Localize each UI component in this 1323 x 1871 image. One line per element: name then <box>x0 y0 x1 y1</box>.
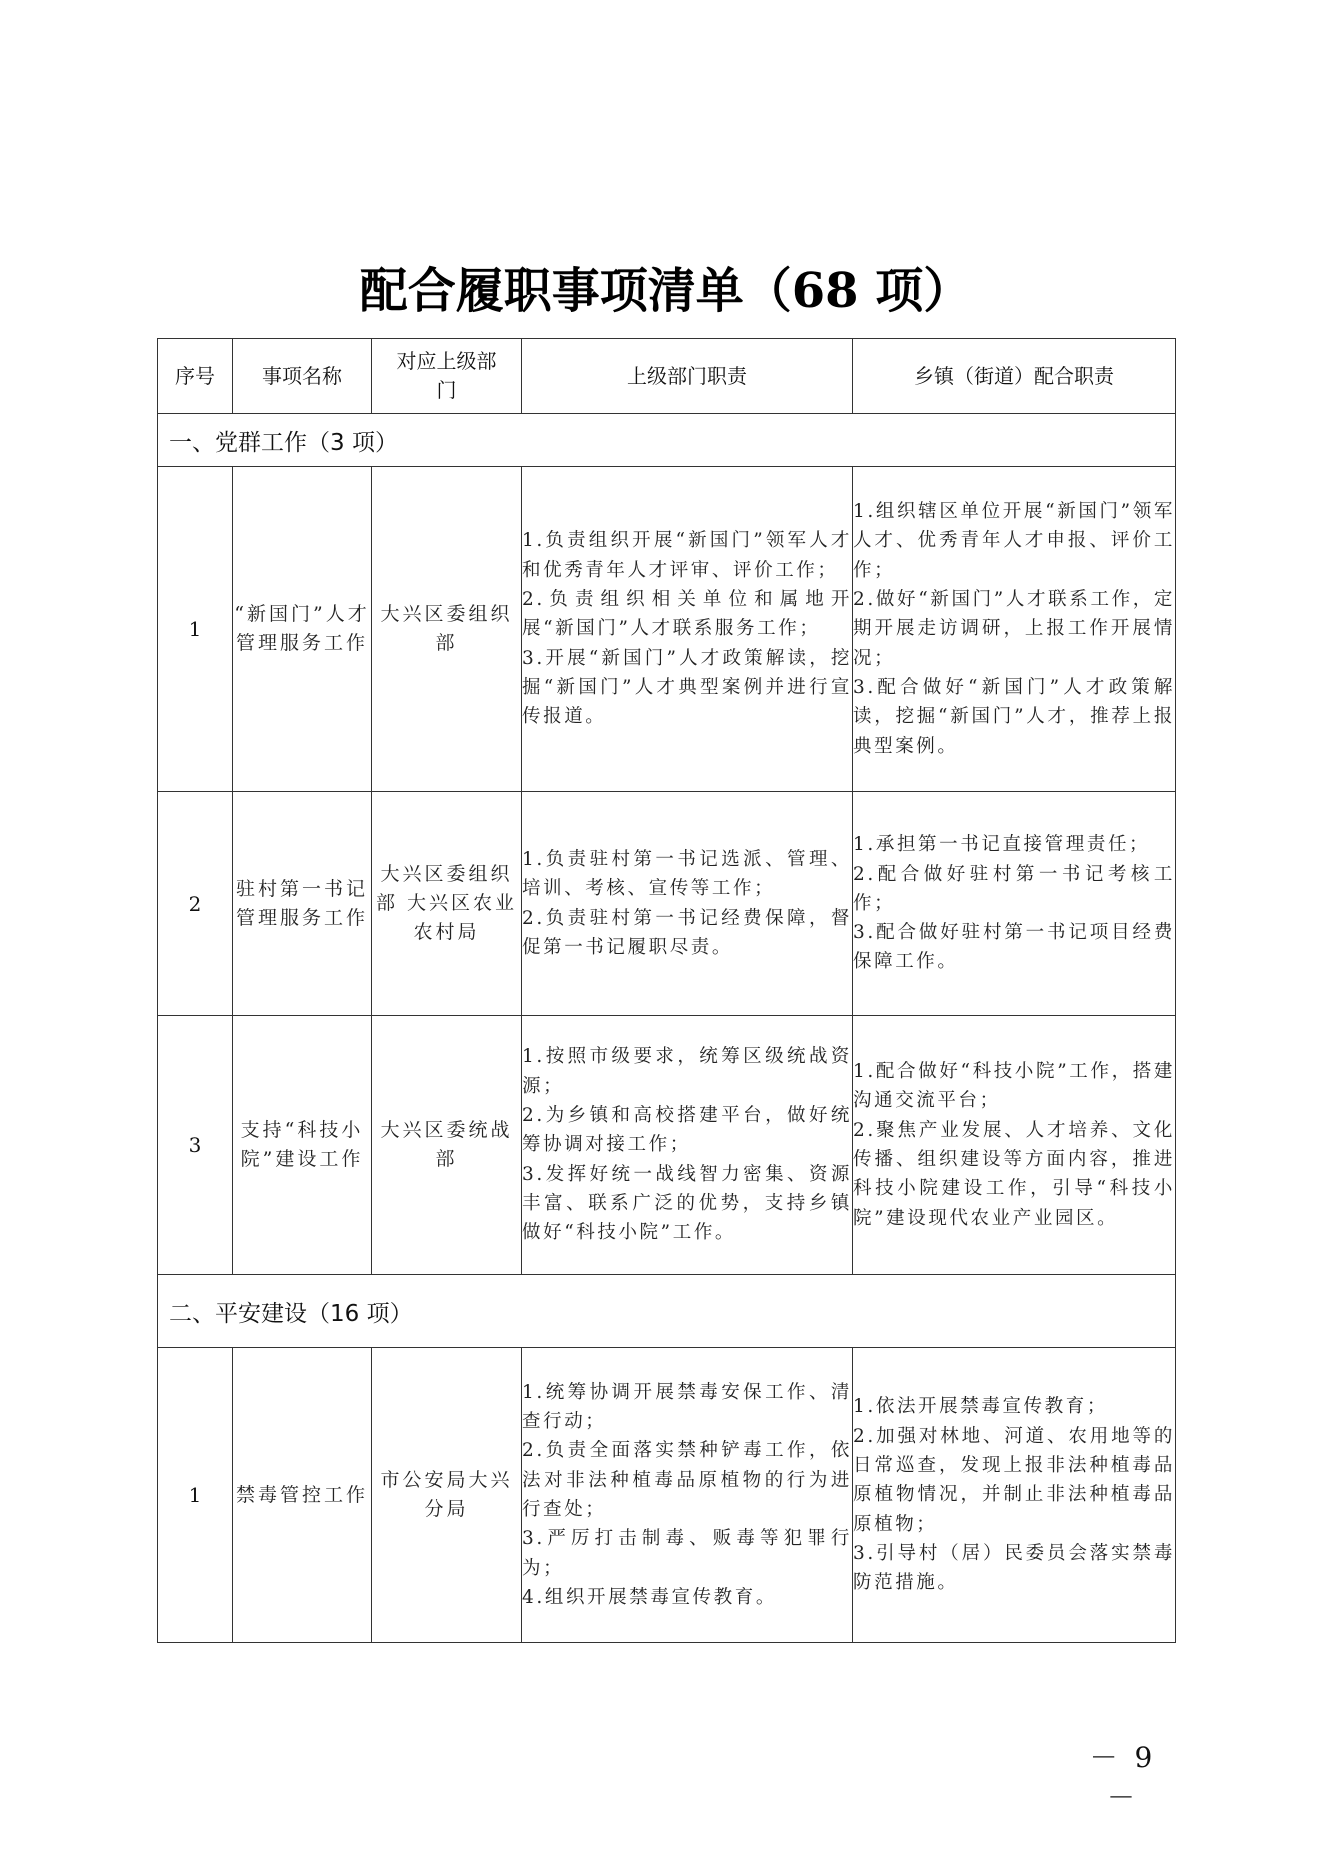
row-item-name: “新国门”人才管理服务工作 <box>233 467 372 792</box>
duty-item: 1.负责驻村第一书记选派、管理、培训、考核、宣传等工作； <box>522 848 852 900</box>
duty-item: 2.做好“新国门”人才联系工作，定期开展走访调研，上报工作开展情况； <box>853 589 1175 669</box>
section-heading: 一、党群工作（3 项） <box>158 414 1176 467</box>
duty-item: 3.严厉打击制毒、贩毒等犯罪行为； <box>522 1528 852 1579</box>
duty-item: 3.配合做好驻村第一书记项目经费保障工作。 <box>853 922 1175 973</box>
row-dept: 大兴区委统战部 <box>372 1016 522 1275</box>
duty-item: 1.组织辖区单位开展“新国门”领军人才、优秀青年人才申报、评价工作； <box>853 501 1175 581</box>
duty-item: 3.配合做好“新国门”人才政策解读，挖掘“新国门”人才，推荐上报典型案例。 <box>853 676 1175 757</box>
row-upper-duty <box>522 467 853 792</box>
duty-item: 3.发挥好统一战线智力密集、资源丰富、联系广泛的优势，支持乡镇做好“科技小院”工作。 <box>522 1163 852 1244</box>
table-header-row <box>158 339 1176 414</box>
duty-item: 2.为乡镇和高校搭建平台，做好统筹协调对接工作； <box>522 1105 852 1156</box>
row-seq: 3 <box>158 1016 233 1275</box>
page-number: － 9 － <box>1089 1741 1157 1814</box>
table-row <box>158 467 1176 792</box>
section-heading: 二、平安建设（16 项） <box>158 1275 1176 1348</box>
duty-item: 1.承担第一书记直接管理责任； <box>853 834 1151 856</box>
duty-item: 1.按照市级要求，统筹区级统战资源； <box>522 1046 852 1097</box>
row-upper-duty <box>522 1016 853 1275</box>
header-upper-duty: 上级部门职责 <box>522 339 853 414</box>
duty-item: 2.负责组织相关单位和属地开展“新国门”人才联系服务工作； <box>522 589 852 640</box>
duty-item: 1.负责组织开展“新国门”领军人才和优秀青年人才评审、评价工作； <box>522 530 852 581</box>
row-item-name: 禁毒管控工作 <box>233 1348 372 1643</box>
section-row <box>158 414 1176 467</box>
row-upper-duty <box>522 792 853 1016</box>
header-seq: 序号 <box>158 339 233 414</box>
header-dept <box>372 339 522 414</box>
row-town-duty <box>853 1016 1176 1275</box>
document-title: 配合履职事项清单（68 项） <box>359 263 972 319</box>
duty-list-table <box>157 338 1176 1643</box>
header-town-duty: 乡镇（街道）配合职责 <box>853 339 1176 414</box>
duty-item: 2.配合做好驻村第一书记考核工作； <box>853 863 1175 914</box>
duty-item: 2.聚焦产业发展、人才培养、文化传播、组织建设等方面内容，推进科技小院建设工作，引导“科技小院”建设现代农业产业园区。 <box>853 1119 1175 1229</box>
row-dept: 大兴区委组织部 <box>372 467 522 792</box>
duty-item: 1.统筹协调开展禁毒安保工作、清查行动； <box>522 1381 852 1433</box>
duty-item: 3.开展“新国门”人才政策解读，挖掘“新国门”人才典型案例并进行宣传报道。 <box>522 647 852 728</box>
row-dept: 大兴区委组织部 大兴区农业农村局 <box>372 792 522 1016</box>
row-town-duty <box>853 1348 1176 1643</box>
row-seq: 2 <box>158 792 233 1016</box>
duty-item: 1.依法开展禁毒宣传教育； <box>853 1396 1108 1418</box>
row-seq: 1 <box>158 1348 233 1643</box>
duty-item: 2.负责驻村第一书记经费保障，督促第一书记履职尽责。 <box>522 907 852 958</box>
row-seq: 1 <box>158 467 233 792</box>
duty-item: 3.引导村（居）民委员会落实禁毒防范措施。 <box>853 1542 1175 1594</box>
section-row <box>158 1275 1176 1348</box>
row-town-duty <box>853 467 1176 792</box>
table-row <box>158 792 1176 1016</box>
table-row <box>158 1016 1176 1275</box>
header-dept-label: 对应上级部门 <box>396 349 497 402</box>
duty-item: 1.配合做好“科技小院”工作，搭建沟通交流平台； <box>853 1061 1175 1112</box>
row-item-name: 驻村第一书记管理服务工作 <box>233 792 372 1016</box>
row-town-duty <box>853 792 1176 1016</box>
table-row <box>158 1348 1176 1643</box>
row-upper-duty <box>522 1348 853 1643</box>
header-item-name: 事项名称 <box>233 339 372 414</box>
duty-item: 2.加强对林地、河道、农用地等的日常巡查，发现上报非法种植毒品原植物情况，并制止非法种植毒品原植物； <box>853 1425 1175 1535</box>
duty-item: 2.负责全面落实禁种铲毒工作，依法对非法种植毒品原植物的行为进行查处； <box>522 1440 852 1520</box>
row-item-name: 支持“科技小院”建设工作 <box>233 1016 372 1275</box>
duty-item: 4.组织开展禁毒宣传教育。 <box>522 1586 777 1608</box>
row-dept: 市公安局大兴分局 <box>372 1348 522 1643</box>
